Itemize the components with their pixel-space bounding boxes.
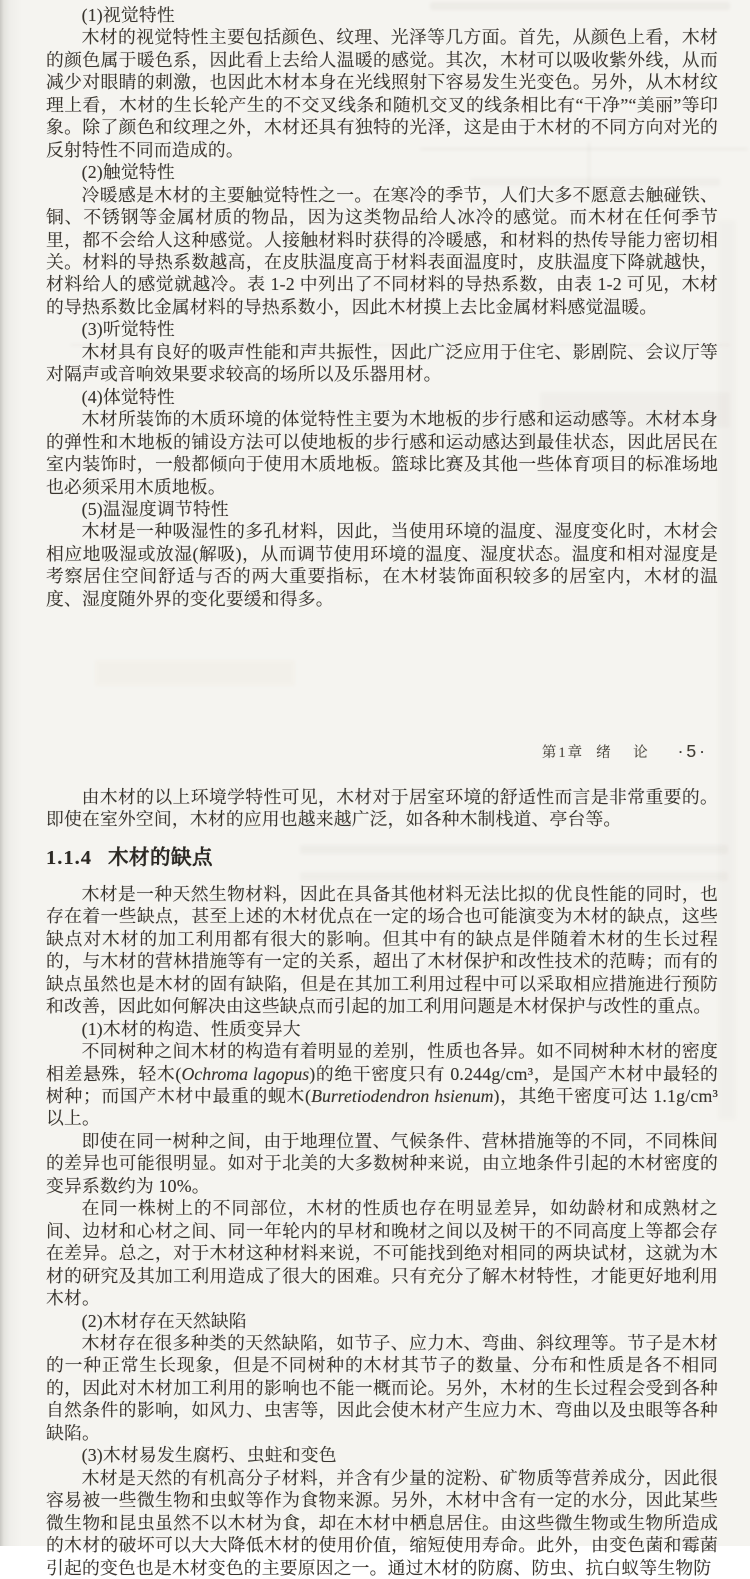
item-heading-acoustic: (3)听觉特性 (81, 319, 175, 340)
item-heading-humidity: (5)温湿度调节特性 (81, 498, 229, 519)
running-header-chapter: 第1章 (541, 745, 585, 761)
item-heading-somatic: (4)体觉特性 (81, 386, 175, 407)
page-5-text-block (46, 786, 718, 1579)
section-title: 木材的缺点 (108, 846, 213, 869)
running-header (542, 741, 708, 762)
paragraph-acoustic: 木材具有良好的吸声性能和声共振性，因此广泛应用于住宅、影剧院、会议厅等对隔声或音响效果要求较高的场所以及乐器用材。 (46, 341, 718, 385)
section-number: 1.1.4 (46, 846, 92, 869)
paragraph-environmental-summary: 由木材的以上环境学特性可见，木材对于居室环境的舒适性而言是非常重要的。即使在室外空间，木材的应用也越来越广泛，如各种木制栈道、亭台等。 (46, 787, 718, 830)
paragraph-humidity: 木材是一种吸湿性的多孔材料，因此，当使用环境的温度、湿度变化时，木材会相应地吸湿或放湿(解吸)，从而调节使用环境的温度、湿度状态。温度和相对湿度是考察居住空间舒适与否的两大重要指标，在木材装饰面积较多的居室内，木材的温度、湿度随外界的变化要缓和得多。 (46, 521, 718, 609)
paragraph-visual: 木材的视觉特性主要包括颜色、纹理、光泽等几方面。首先，从颜色上看，木材的颜色属于暖色系，因此看上去给人温暖的感觉。其次，木材可以吸收紫外线，从而减少对眼睛的刺激，也因此木材本身在光线照射下容易发生光变色。另外，从木材纹理上看，木材的生长轮产生的不交叉线条和随机交叉的线条相比有“干净”“美丽”等印象。除了颜色和纹理之外，木材还具有独特的光泽，这是由于木材的不同方向对光的反射特性不同而造成的。 (46, 27, 718, 160)
page-number: ·5· (677, 741, 708, 761)
paragraph-density-variation: 不同树种之间木材的构造有着明显的差别，性质也各异。如不同树种木材的密度相差悬殊，轻木(Ochroma lagopus)的绝干密度只有 0.244g/cm³，是国产木材中最轻的树种；而国产木材中最重的蚬木(Burretiodendron hsienum)，其绝干密度可达 1.1g/cm³ 以上。 (46, 1041, 718, 1129)
item-heading-visual: (1)视觉特性 (81, 5, 175, 25)
item-heading-tactile: (2)触觉特性 (81, 162, 175, 183)
paragraph-tactile: 冷暖感是木材的主要触觉特性之一。在寒冷的季节，人们大多不愿意去触碰铁、铜、不锈钢等金属材质的物品，因为这类物品给人冰冷的感觉。而木材在任何季节里，都不会给人这种感觉。人接触材料时获得的冷暖感，和材料的热传导能力密切相关。材料的导热系数越高，在皮肤温度高于材料表面温度时，皮肤温度下降就越快，材料给人的感觉就越冷。表 1-2 中列出了不同材料的导热系数，由表 1-2 可见，木材的导热系数比金属材料的导热系数小，因此木材摸上去比金属材料感觉温暖。 (46, 184, 718, 317)
paragraph-decay: 木材是天然的有机高分子材料，并含有少量的淀粉、矿物质等营养成分，因此很容易被一些微生物和虫蚁等作为食物来源。另外，木材中含有一定的水分，因此某些微生物和昆虫虽然不以木材为食，却在木材中栖息居住。由这些微生物或生物所造成的木材的破坏可以大大降低木材的使用价值，缩短使用寿命。此外，由变色菌和霉菌引起的变色也是木材变色的主要原因之一。通过木材的防腐、防虫、抗白蚁等生物防 (46, 1467, 718, 1578)
paragraph-same-species: 即使在同一树种之间，由于地理位置、气候条件、营林措施等的不同，不同株间的差异也可能很明显。如对于北美的大多数树种来说，由立地条件引起的木材密度的变异系数约为 10%。 (46, 1130, 718, 1196)
bleedthrough-artifact (95, 660, 295, 686)
item-heading-natural-defects: (2)木材存在天然缺陷 (81, 1310, 247, 1331)
section-heading-wood-defects (46, 846, 718, 871)
bleedthrough-artifact (718, 220, 736, 1120)
page-4-text-block (46, 4, 718, 610)
item-heading-decay: (3)木材易发生腐朽、虫蛀和变色 (81, 1445, 337, 1466)
item-heading-variation: (1)木材的构造、性质变异大 (81, 1018, 301, 1039)
running-header-section-title: 绪 论 (596, 745, 652, 761)
paragraph-defects-overview: 木材是一种天然生物材料，因此在具备其他材料无法比拟的优良性能的同时，也存在着一些缺点，甚至上述的木材优点在一定的场合也可能演变为木材的缺点，这些缺点对木材的加工利用都有很大的影响。但其中有的缺点是伴随着木材的生长过程的，与木材的营林措施等有一定的关系，超出了木材保护和改性技术的范畴；而有的缺点虽然也是木材的固有缺陷，但是在其加工利用过程中可以采取相应措施进行预防和改善，因此如何解决由这些缺点而引起的加工利用问题是木材保护与改性的重点。 (46, 883, 718, 1017)
paragraph-natural-defects: 木材存在很多种类的天然缺陷，如节子、应力木、弯曲、斜纹理等。节子是木材的一种正常生长现象，但是不同树种的木材其节子的数量、分布和性质是各不相同的，因此对木材加工利用的影响也不能一概而论。另外，木材的生长过程会受到各种自然条件的影响，如风力、虫害等，因此会使木材产生应力木、弯曲以及虫眼等各种缺陷。 (46, 1332, 718, 1443)
paragraph-same-tree: 在同一株树上的不同部位，木材的性质也存在明显差异，如幼龄材和成熟材之间、边材和心材之间、同一年轮内的早材和晚材之间以及树干的不同高度上等都会存在差异。总之，对于木材这种材料来说，不可能找到绝对相同的两块试材，这就为木材的研究及其加工利用造成了很大的困难。只有充分了解木材特性，才能更好地利用木材。 (46, 1198, 718, 1309)
paragraph-somatic: 木材所装饰的木质环境的体觉特性主要为木地板的步行感和运动感等。木材本身的弹性和木地板的铺设方法可以使地板的步行感和运动感达到最佳状态，因此居民在室内装饰时，一般都倾向于使用木质地板。篮球比赛及其他一些体育项目的标准场地也必须采用木质地板。 (46, 409, 718, 497)
